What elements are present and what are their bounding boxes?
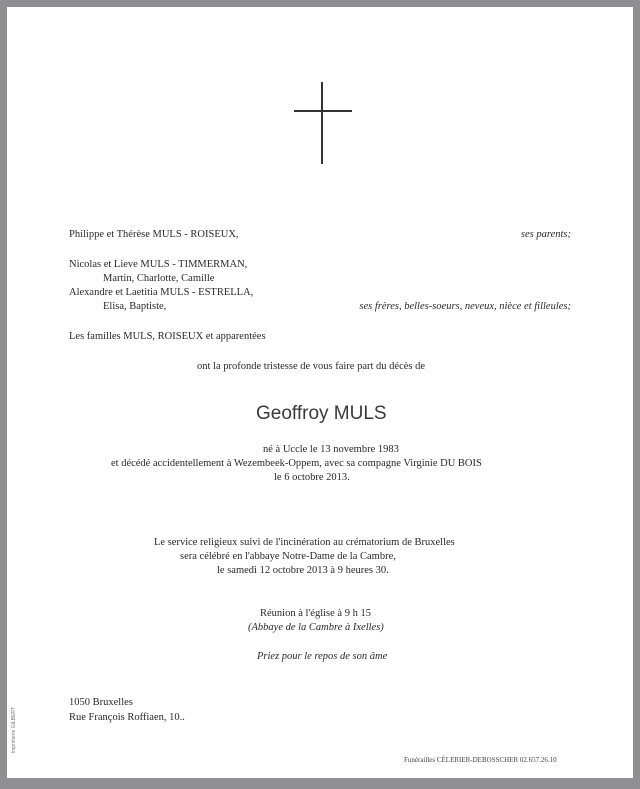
families-line: Les familles MULS, ROISEUX et apparentées [69, 331, 266, 342]
sibling2-children: Elisa, Baptiste, [103, 301, 167, 312]
address-street: Rue François Roffiaen, 10.. [69, 712, 185, 723]
prayer-line: Priez pour le repos de son âme [257, 651, 388, 662]
sibling1-children: Martin, Charlotte, Camille [103, 273, 215, 284]
announcement-line: ont la profonde tristesse de vous faire part du décès de [197, 361, 426, 372]
address-city: 1050 Bruxelles [69, 697, 133, 708]
sibling2-line: Alexandre et Laetitia MULS - ESTRELLA, [69, 287, 254, 298]
meeting-line-2: (Abbaye de la Cambre à Ixelles) [248, 622, 384, 633]
parents-line: Philippe et Thérèse MULS - ROISEUX, [69, 229, 239, 240]
printer-mark: Imprimerie GILBERT [11, 707, 17, 754]
death-notice-card [7, 7, 633, 778]
service-line-3: le samedi 12 octobre 2013 à 9 heures 30. [217, 565, 389, 576]
death-line: et décédé accidentellement à Wezembeek-Oppem, avec sa compagne Virginie DU BOIS [111, 458, 482, 469]
funeral-home-line: Funérailles CÉLERIER-DEBOSSCHER 02.657.26.10 [404, 756, 557, 764]
meeting-line-1: Réunion à l'église à 9 h 15 [260, 608, 371, 619]
cross-icon [294, 82, 352, 164]
service-line-2: sera célébré en l'abbaye Notre-Dame de la Cambre, [180, 551, 396, 562]
death-date-line: le 6 octobre 2013. [274, 472, 350, 483]
deceased-name: Geoffroy MULS [256, 403, 387, 424]
service-line-1: Le service religieux suivi de l'incinération au crématorium de Bruxelles [154, 537, 455, 548]
siblings-role: ses frères, belles-soeurs, neveux, nièce et filleules; [359, 301, 571, 312]
parents-role: ses parents; [520, 229, 571, 240]
birth-line: né à Uccle le 13 novembre 1983 [263, 444, 399, 455]
sibling1-line: Nicolas et Lieve MULS - TIMMERMAN, [69, 259, 248, 270]
